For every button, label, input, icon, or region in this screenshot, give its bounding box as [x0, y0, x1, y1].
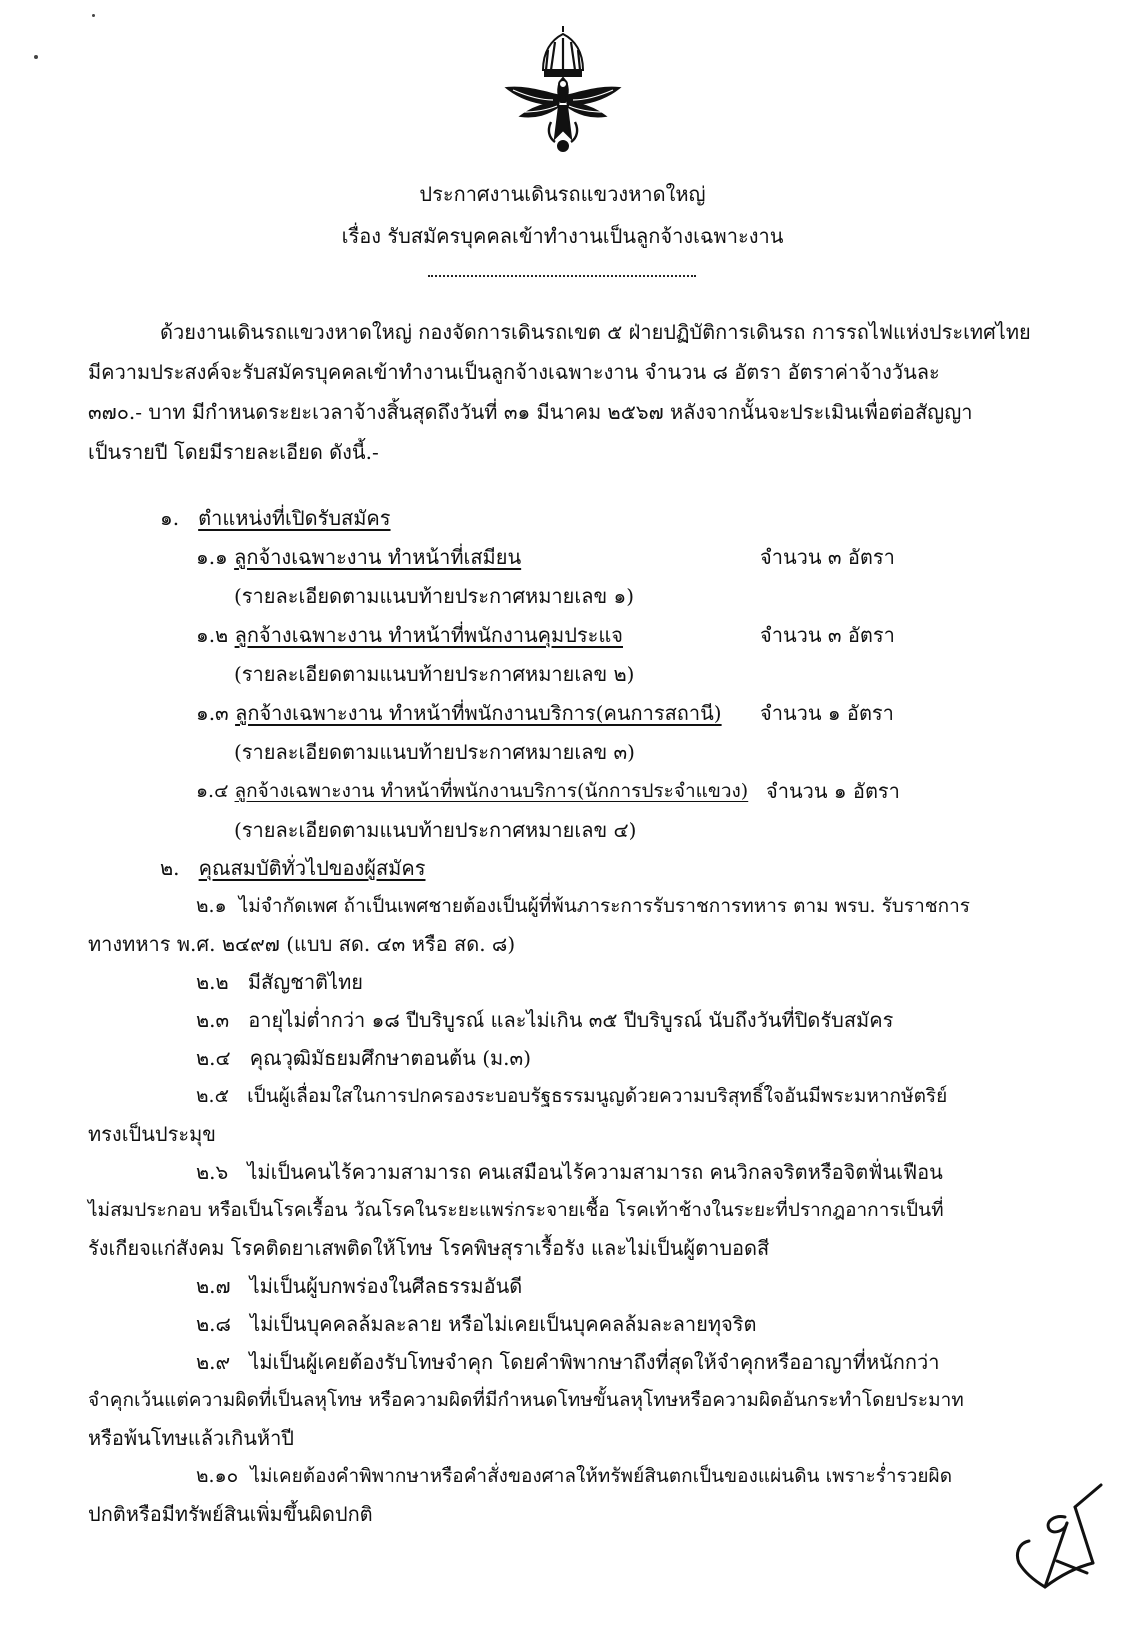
qualification-item: [196, 1272, 522, 1300]
qualification-item: [196, 1348, 939, 1376]
intro-line: ด้วยงานเดินรถแขวงหาดใหญ่ กองจัดการเดินรถเขต ๕ ฝ่ายปฏิบัติการเดินรถ การรถไฟแห่งประเทศไทย: [160, 320, 1031, 344]
qualification-item: [196, 1044, 531, 1072]
qualification-number: ๒.๒: [196, 970, 229, 994]
position-number: ๑.๒: [196, 623, 229, 647]
position-item: [196, 621, 623, 649]
position-title: ลูกจ้างเฉพาะงาน ทำหน้าที่พนักงานบริการ(นักการประจำแขวง): [234, 780, 749, 802]
qualification-text: จำคุกเว้นแต่ความผิดที่เป็นลหุโทษ หรือความผิดที่มีกำหนดโทษขั้นลหุโทษหรือความผิดอันกระทำโดยประมาท: [88, 1389, 964, 1411]
intro-line: เป็นรายปี โดยมีรายละเอียด ดังนี้.-: [88, 440, 379, 464]
position-quantity: จำนวน ๓ อัตรา: [760, 623, 895, 647]
qualification-number: ๒.๔: [196, 1046, 231, 1070]
section1-title: ตำแหน่งที่เปิดรับสมัคร: [198, 506, 391, 530]
position-note: (รายละเอียดตามแนบท้ายประกาศหมายเลข ๔): [234, 818, 637, 842]
position-quantity: จำนวน ๑ อัตรา: [760, 701, 894, 725]
qualification-number: ๒.๗: [196, 1274, 231, 1298]
position-quantity: จำนวน ๓ อัตรา: [760, 545, 895, 569]
qualification-text: ไม่จำกัดเพศ ถ้าเป็นเพศชายต้องเป็นผู้ที่พ้นภาระการรับราชการทหาร ตาม พรบ. รับราชการ: [238, 895, 971, 917]
qualification-text: อายุไม่ต่ำกว่า ๑๘ ปีบริบูรณ์ และไม่เกิน ๓๕ ปีบริบูรณ์ นับถึงวันที่ปิดรับสมัคร: [248, 1008, 894, 1032]
qualification-text: ไม่เป็นผู้เคยต้องรับโทษจำคุก โดยคำพิพากษาถึงที่สุดให้จำคุกหรืออาญาที่หนักกว่า: [249, 1350, 940, 1374]
qualification-text: คุณวุฒิมัธยมศึกษาตอนต้น (ม.๓): [249, 1046, 532, 1070]
announcement-subject: เรื่อง รับสมัครบุคคลเข้าทำงานเป็นลูกจ้างเฉพาะงาน: [341, 224, 784, 248]
position-note: (รายละเอียดตามแนบท้ายประกาศหมายเลข ๑): [234, 584, 634, 608]
position-item: [196, 777, 748, 805]
handwritten-signature: [1005, 1477, 1115, 1597]
position-number: ๑.๑: [196, 545, 228, 569]
qualification-item: [196, 892, 970, 920]
scan-speck: [92, 14, 95, 17]
position-item: [196, 543, 521, 571]
qualification-item: [196, 968, 363, 996]
qualification-item: [196, 1006, 893, 1034]
section1-heading: [160, 504, 391, 532]
intro-line: มีความประสงค์จะรับสมัครบุคคลเข้าทำงานเป็นลูกจ้างเฉพาะงาน จำนวน ๘ อัตรา อัตราค่าจ้างวันละ: [88, 360, 940, 384]
qualification-text: ไม่เป็นผู้บกพร่องในศีลธรรมอันดี: [249, 1274, 523, 1298]
qualification-number: ๒.๙: [196, 1350, 231, 1374]
position-note: (รายละเอียดตามแนบท้ายประกาศหมายเลข ๓): [234, 740, 635, 764]
qualification-item: [196, 1462, 952, 1490]
qualification-number: ๒.๘: [196, 1312, 231, 1336]
position-title: ลูกจ้างเฉพาะงาน ทำหน้าที่เสมียน: [234, 545, 522, 569]
qualification-item: [196, 1082, 947, 1110]
qualification-text: ปกติหรือมีทรัพย์สินเพิ่มขึ้นผิดปกติ: [88, 1502, 373, 1526]
intro-line: ๓๗๐.- บาท มีกำหนดระยะเวลาจ้างสิ้นสุดถึงวันที่ ๓๑ มีนาคม ๒๕๖๗ หลังจากนั้นจะประเมินเพื่อต่อสัญญา: [88, 400, 973, 424]
srt-emblem-icon: [503, 26, 623, 156]
qualification-text: ไม่เป็นคนไร้ความสามารถ คนเสมือนไร้ความสามารถ คนวิกลจริตหรือจิตฟั่นเฟือน: [247, 1160, 943, 1184]
qualification-item: [196, 1310, 757, 1338]
announcement-title: ประกาศงานเดินรถแขวงหาดใหญ่: [419, 182, 706, 206]
qualification-text: หรือพ้นโทษแล้วเกินห้าปี: [88, 1426, 295, 1450]
section2-number: ๒.: [160, 856, 180, 880]
section2-title: คุณสมบัติทั่วไปของผู้สมัคร: [198, 856, 426, 880]
qualification-number: ๒.๓: [196, 1008, 230, 1032]
qualification-item: [196, 1158, 943, 1186]
qualification-text: เป็นผู้เลื่อมใสในการปกครองระบอบรัฐธรรมนูญด้วยความบริสุทธิ์ใจอันมีพระมหากษัตริย์: [247, 1085, 948, 1107]
title-divider: [428, 275, 696, 277]
qualification-text: รังเกียจแก่สังคม โรคติดยาเสพติดให้โทษ โรคพิษสุราเรื้อรัง และไม่เป็นผู้ตาบอดสี: [88, 1236, 770, 1260]
position-number: ๑.๔: [196, 780, 229, 802]
section2-heading: [160, 854, 425, 882]
position-item: [196, 699, 722, 727]
qualification-text: มีสัญชาติไทย: [247, 970, 363, 994]
position-title: ลูกจ้างเฉพาะงาน ทำหน้าที่พนักงานบริการ(คนการสถานี): [235, 701, 722, 725]
position-note: (รายละเอียดตามแนบท้ายประกาศหมายเลข ๒): [234, 662, 635, 686]
scan-speck: [34, 55, 38, 59]
qualification-text: ทางทหาร พ.ศ. ๒๔๙๗ (แบบ สด. ๔๓ หรือ สด. ๘): [88, 932, 516, 956]
qualification-text: ทรงเป็นประมุข: [88, 1122, 216, 1146]
qualification-number: ๒.๑๐: [196, 1465, 239, 1487]
qualification-text: ไม่เป็นบุคคลล้มละลาย หรือไม่เคยเป็นบุคคลล้มละลายทุจริต: [250, 1312, 757, 1336]
qualification-number: ๒.๕: [196, 1085, 229, 1107]
qualification-text: ไม่สมประกอบ หรือเป็นโรคเรื้อน วัณโรคในระยะแพร่กระจายเชื้อ โรคเท้าช้างในระยะที่ปรากฎอาการเป็นที่: [88, 1199, 944, 1221]
qualification-number: ๒.๑: [196, 895, 227, 917]
position-title: ลูกจ้างเฉพาะงาน ทำหน้าที่พนักงานคุมประแจ: [234, 623, 623, 647]
qualification-text: ไม่เคยต้องคำพิพากษาหรือคำสั่งของศาลให้ทรัพย์สินตกเป็นของแผ่นดิน เพราะร่ำรวยผิด: [250, 1465, 953, 1487]
position-quantity: จำนวน ๑ อัตรา: [766, 779, 900, 803]
position-number: ๑.๓: [196, 701, 229, 725]
section1-number: ๑.: [160, 506, 180, 530]
qualification-number: ๒.๖: [196, 1160, 229, 1184]
